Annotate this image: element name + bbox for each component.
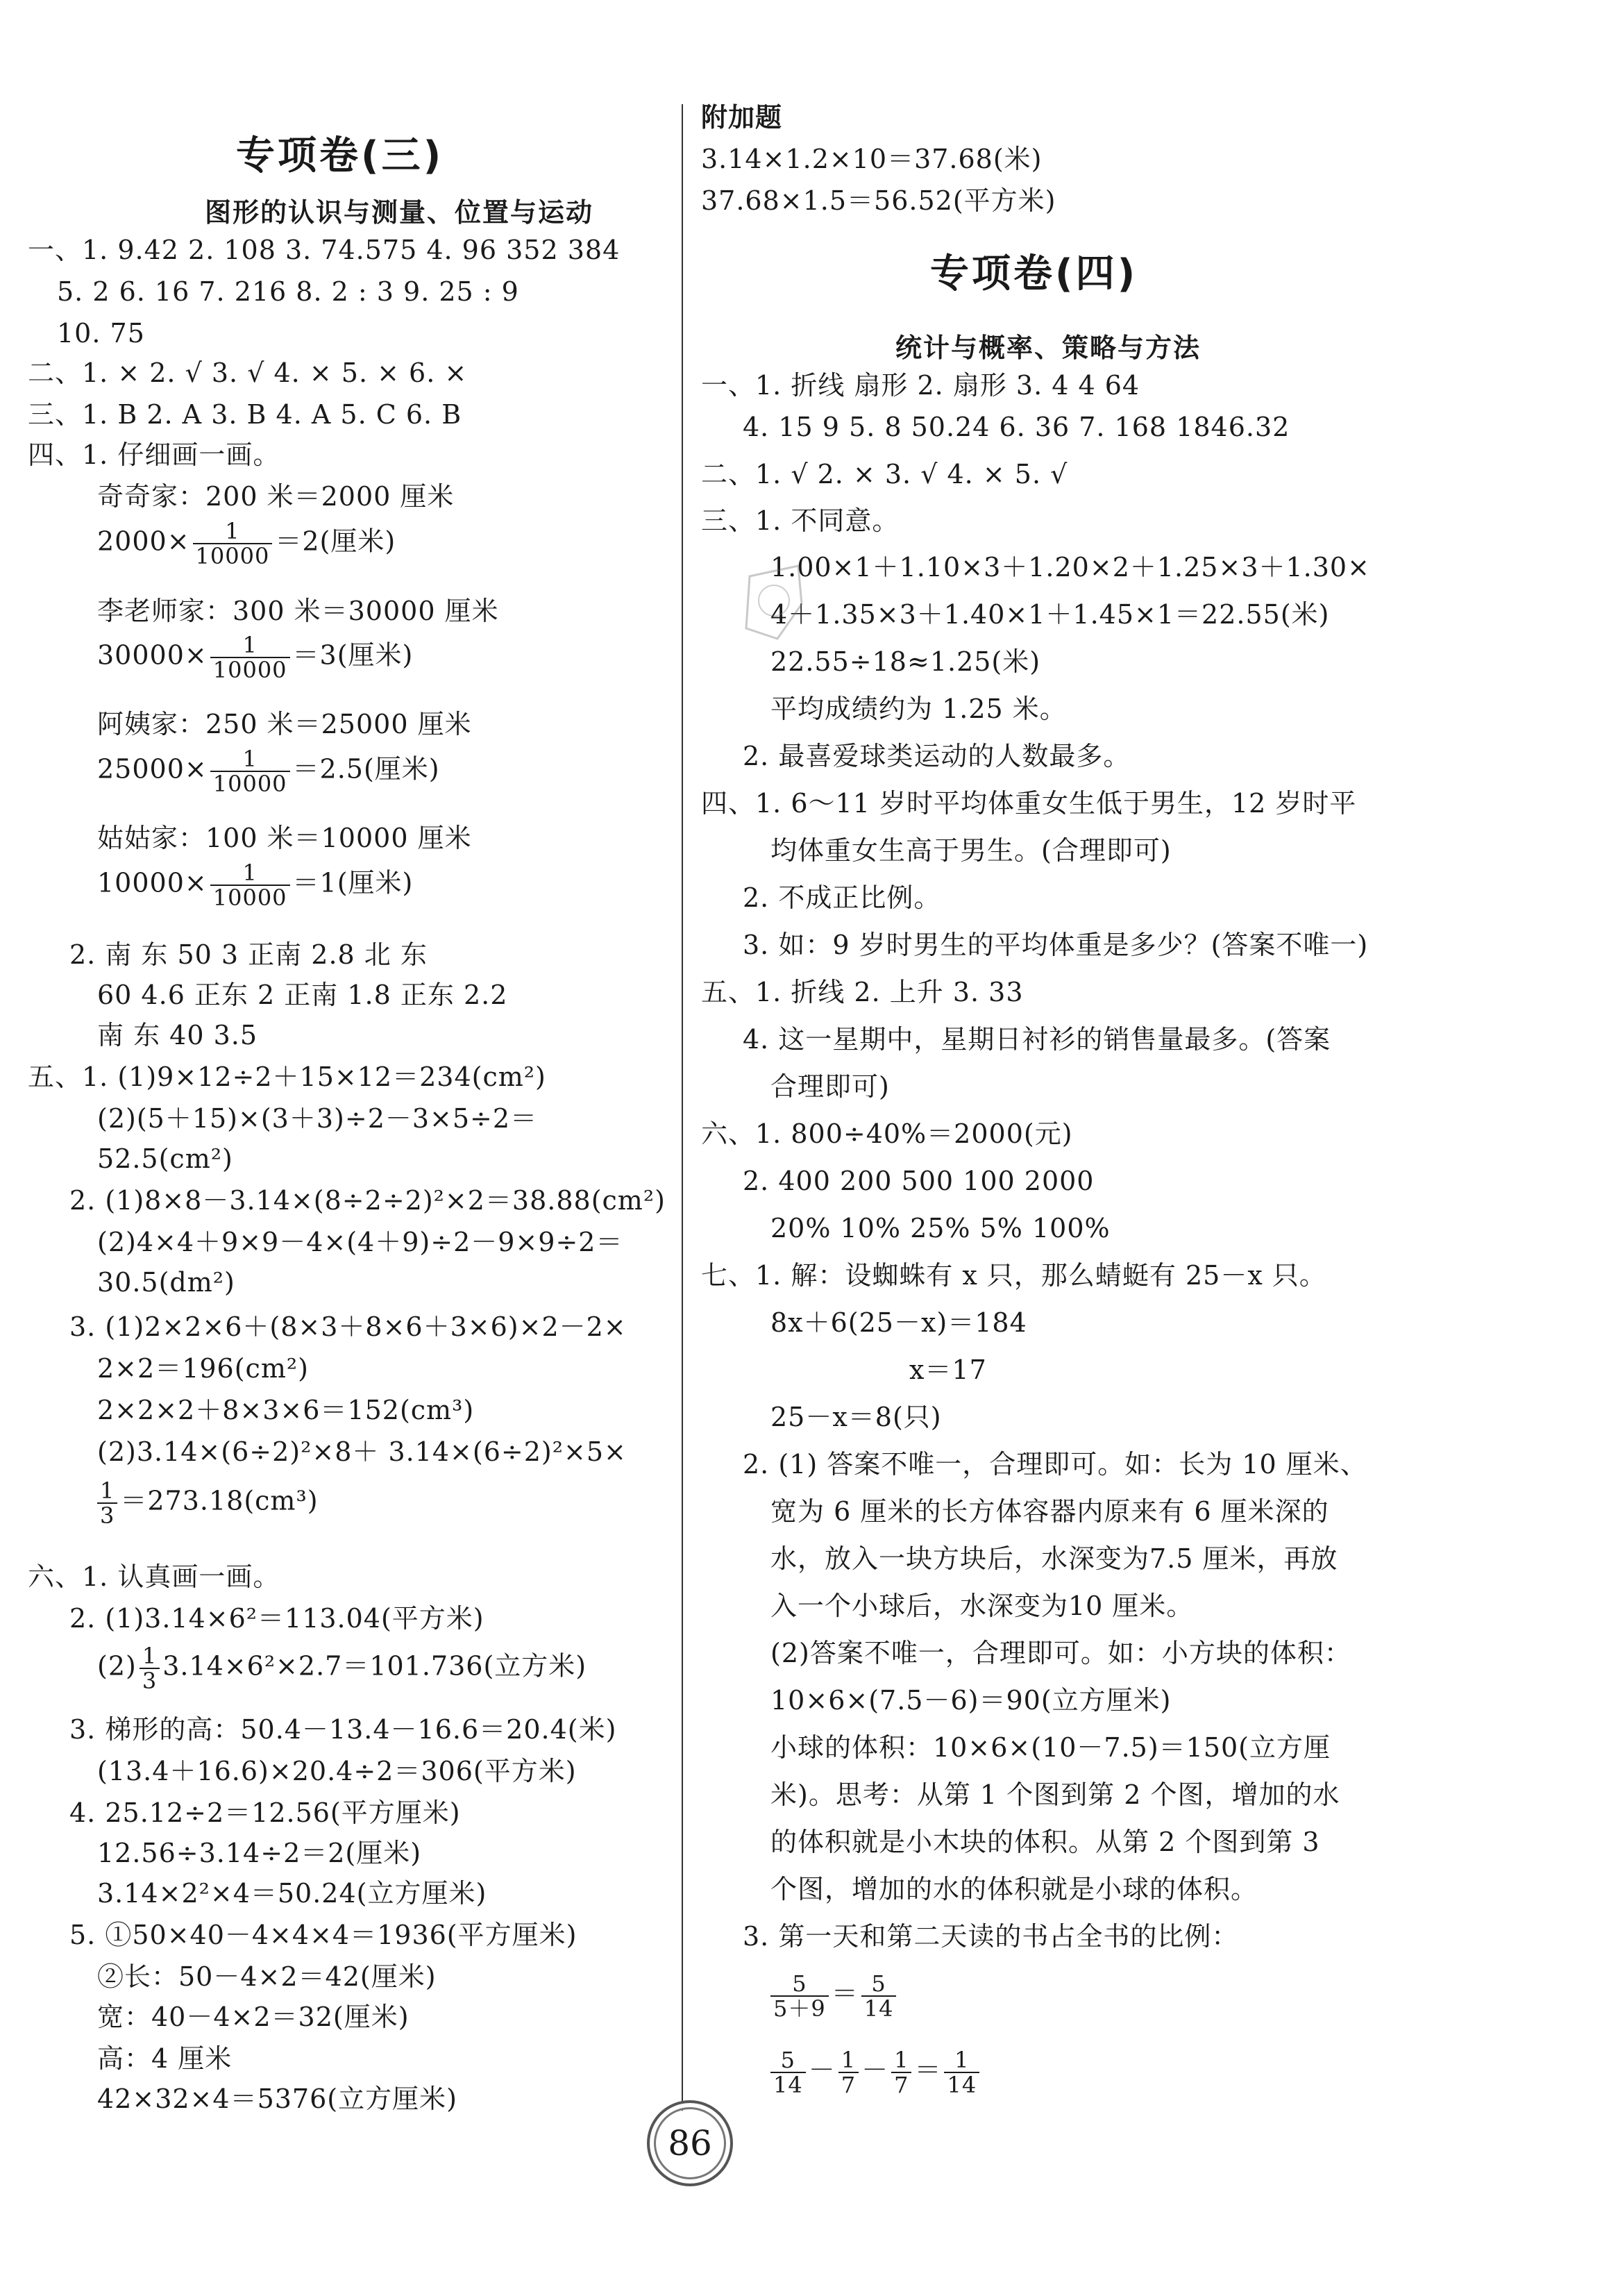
answer-line: 二、1. × 2. √ 3. √ 4. × 5. × 6. × <box>28 358 468 388</box>
answer-line: 个图，增加的水的体积就是小球的体积。 <box>770 1874 1258 1904</box>
fraction: $\frac{1}{3}$ <box>140 1644 160 1693</box>
answer-line: 入一个小球后，水深变为10 厘米。 <box>770 1591 1194 1621</box>
answer-line: 均体重女生高于男生。(合理即可) <box>770 835 1172 866</box>
answer-line: 姑姑家：100 米＝10000 厘米 <box>97 823 472 853</box>
answer-line: 10. 75 <box>57 318 145 349</box>
answer-line: 52.5(cm²) <box>97 1143 233 1174</box>
fraction-line: $\frac{1}{3}$ ＝273.18(cm³) <box>97 1479 319 1527</box>
answer-line: 宽：40－4×2＝32(厘米) <box>97 2002 410 2032</box>
answer-line: 合理即可) <box>770 1071 890 1102</box>
answer-line: 2. (1)8×8－3.14×(8÷2÷2)²×2＝38.88(cm²) <box>69 1185 666 1216</box>
answer-line: 2. (1)3.14×6²＝113.04(平方米) <box>69 1603 484 1634</box>
fraction: $\frac{1}{14}$ <box>944 2048 979 2097</box>
section-subtitle-3: 图形的认识与测量、位置与运动 <box>205 197 594 228</box>
column-divider <box>682 104 683 2111</box>
answer-line: 阿姨家：250 米＝25000 厘米 <box>97 709 472 739</box>
fraction-line: $\frac{5}{14}$ － $\frac{1}{7}$ － $\frac{1}{7}$ ＝ $\frac{1}{14}$ <box>770 2048 982 2097</box>
fraction: $\frac{1}{3}$ <box>97 1479 117 1527</box>
fraction-line: 10000× $\frac{1}{10000}$ ＝1(厘米) <box>97 860 414 911</box>
section-title-4: 专项卷(四) <box>930 251 1138 296</box>
answer-line: 42×32×4＝5376(立方厘米) <box>97 2084 457 2114</box>
answer-line: 2. 最喜爱球类运动的人数最多。 <box>743 741 1131 771</box>
answer-line: 3. 梯形的高：50.4－13.4－16.6＝20.4(米) <box>69 1714 617 1745</box>
answer-line: 南 东 40 3.5 <box>97 1020 258 1050</box>
answer-line: 12.56÷3.14÷2＝2(厘米) <box>97 1838 422 1868</box>
answer-line: 1.00×1＋1.10×3＋1.20×2＋1.25×3＋1.30× <box>770 552 1370 583</box>
answer-line: 4. 15 9 5. 8 50.24 6. 36 7. 168 1846.32 <box>743 412 1290 442</box>
fraction: $\frac{5}{14}$ <box>770 2048 806 2097</box>
fraction-line: $\frac{5}{5+9}$ ＝ $\frac{5}{14}$ <box>770 1972 899 2020</box>
answer-line: 5. ①50×40－4×4×4＝1936(平方厘米) <box>69 1920 577 1950</box>
answer-line: (13.4＋16.6)×20.4÷2＝306(平方米) <box>97 1756 577 1786</box>
answer-line: 3. (1)2×2×6＋(8×3＋8×6＋3×6)×2－2× <box>69 1312 627 1342</box>
answer-line: 10×6×(7.5－6)＝90(立方厘米) <box>770 1685 1172 1716</box>
answer-line: 高：4 厘米 <box>97 2043 233 2074</box>
answer-line: 水，放入一块方块后，水深变为7.5 厘米，再放 <box>770 1543 1338 1574</box>
answer-line: 3. 如：9 岁时男生的平均体重是多少？(答案不唯一) <box>743 930 1369 960</box>
answer-line: 22.55÷18≈1.25(米) <box>770 646 1041 677</box>
fraction: $\frac{1}{10000}$ <box>210 747 290 796</box>
answer-line: 宽为 6 厘米的长方体容器内原来有 6 厘米深的 <box>770 1496 1329 1527</box>
section-subtitle-4: 统计与概率、策略与方法 <box>895 333 1202 363</box>
answer-line: 60 4.6 正东 2 正南 1.8 正东 2.2 <box>97 980 508 1010</box>
answer-line: 3. 第一天和第二天读的书占全书的比例： <box>743 1921 1239 1952</box>
answer-line: 五、1. (1)9×12÷2＋15×12＝234(cm²) <box>28 1062 546 1092</box>
answer-line: 30.5(dm²) <box>97 1267 235 1298</box>
answer-line: 七、1. 解：设蜘蛛有 x 只，那么蜻蜓有 25－x 只。 <box>701 1260 1326 1291</box>
fraction: $\frac{5}{14}$ <box>861 1972 897 2020</box>
answer-line: 一、1. 折线 扇形 2. 扇形 3. 4 4 64 <box>701 370 1140 401</box>
answer-line: 2. 400 200 500 100 2000 <box>743 1166 1095 1196</box>
answer-line: 五、1. 折线 2. 上升 3. 33 <box>701 977 1024 1007</box>
answer-line: (2)3.14×(6÷2)²×8＋ 3.14×(6÷2)²×5× <box>97 1436 627 1467</box>
answer-line: 20% 10% 25% 5% 100% <box>770 1213 1111 1243</box>
answer-line: 2. 不成正比例。 <box>743 882 941 913</box>
answer-line: (2)(5＋15)×(3＋3)÷2－3×5÷2＝ <box>97 1103 538 1134</box>
answer-line: 六、1. 认真画一画。 <box>28 1561 280 1592</box>
fraction-line: 25000× $\frac{1}{10000}$ ＝2.5(厘米) <box>97 746 440 797</box>
answer-line: 四、1. 6～11 岁时平均体重女生低于男生，12 岁时平 <box>701 788 1357 819</box>
answer-line: 4. 25.12÷2＝12.56(平方厘米) <box>69 1798 461 1828</box>
answer-line: 3.14×2²×4＝50.24(立方厘米) <box>97 1878 487 1909</box>
answer-line: ②长：50－4×2＝42(厘米) <box>97 1961 437 1992</box>
answer-line: 奇奇家：200 米＝2000 厘米 <box>97 481 455 512</box>
answer-line: 2. 南 东 50 3 正南 2.8 北 东 <box>69 939 428 970</box>
answer-line: 二、1. √ 2. × 3. √ 4. × 5. √ <box>701 459 1068 489</box>
answer-line: x＝17 <box>909 1355 987 1385</box>
answer-line: 4＋1.35×3＋1.40×1＋1.45×1＝22.55(米) <box>770 599 1330 630</box>
answer-line: 小球的体积：10×6×(10－7.5)＝150(立方厘 <box>770 1732 1331 1763</box>
answer-line: 一、1. 9.42 2. 108 3. 74.575 4. 96 352 384 <box>28 235 621 265</box>
answer-line: 3.14×1.2×10＝37.68(米) <box>701 144 1043 174</box>
fraction: $\frac{1}{7}$ <box>891 2048 911 2097</box>
page-number-badge: 86 <box>647 2100 733 2186</box>
fraction: $\frac{1}{10000}$ <box>210 633 290 682</box>
answer-line: 2×2＝196(cm²) <box>97 1353 309 1384</box>
fraction: $\frac{1}{10000}$ <box>193 519 273 568</box>
answer-line: 米)。思考：从第 1 个图到第 2 个图，增加的水 <box>770 1779 1340 1810</box>
answer-line: 的体积就是小木块的体积。从第 2 个图到第 3 <box>770 1827 1320 1857</box>
answer-line: 2. (1) 答案不唯一，合理即可。如：长为 10 厘米、 <box>743 1449 1367 1480</box>
appendix-heading: 附加题 <box>701 102 783 133</box>
answer-line: 8x＋6(25－x)＝184 <box>770 1307 1027 1338</box>
fraction: $\frac{1}{7}$ <box>838 2048 859 2097</box>
answer-line: 平均成绩约为 1.25 米。 <box>770 694 1067 724</box>
answer-line: 三、1. B 2. A 3. B 4. A 5. C 6. B <box>28 399 462 430</box>
answer-line: 2×2×2＋8×3×6＝152(cm³) <box>97 1395 475 1425</box>
answer-line: 四、1. 仔细画一画。 <box>28 439 280 470</box>
answer-line: 4. 这一星期中，星期日衬衫的销售量最多。(答案 <box>743 1024 1331 1055</box>
fraction: $\frac{1}{10000}$ <box>210 861 290 910</box>
faint-stamp-icon <box>736 562 812 646</box>
section-title-3: 专项卷(三) <box>236 133 444 178</box>
answer-line: 37.68×1.5＝56.52(平方米) <box>701 185 1056 216</box>
fraction: $\frac{5}{5+9}$ <box>770 1972 829 2020</box>
fraction-line: (2) $\frac{1}{3}$ 3.14×6²×2.7＝101.736(立方米) <box>97 1643 587 1694</box>
fraction-line: 2000× $\frac{1}{10000}$ ＝2(厘米) <box>97 518 396 569</box>
fraction-line: 30000× $\frac{1}{10000}$ ＝3(厘米) <box>97 632 414 683</box>
answer-line: 5. 2 6. 16 7. 216 8. 2 : 3 9. 25 : 9 <box>57 276 519 307</box>
answer-line: 三、1. 不同意。 <box>701 505 900 536</box>
answer-line: 六、1. 800÷40%＝2000(元) <box>701 1118 1073 1149</box>
answer-line: 李老师家：300 米＝30000 厘米 <box>97 596 499 626</box>
answer-line: (2)4×4＋9×9－4×(4＋9)÷2－9×9÷2＝ <box>97 1227 623 1257</box>
answer-line: (2)答案不唯一，合理即可。如：小方块的体积： <box>770 1638 1351 1668</box>
answer-line: 25－x＝8(只) <box>770 1402 942 1432</box>
